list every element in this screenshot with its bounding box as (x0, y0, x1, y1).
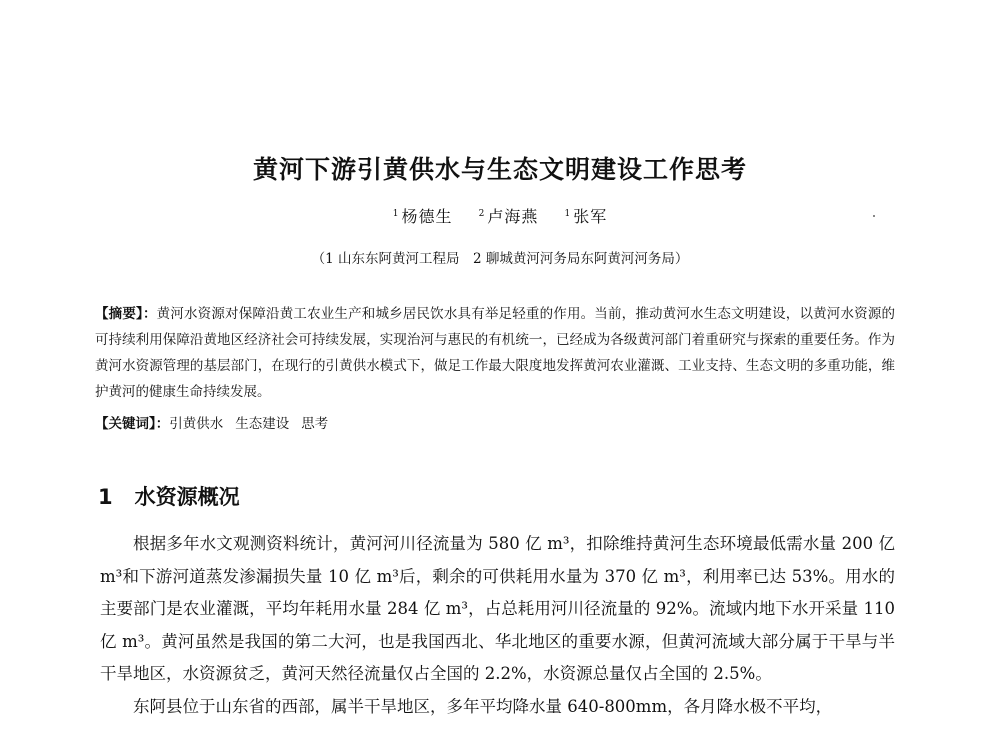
author-affiliation-mark: 1 (564, 208, 572, 219)
paragraph: 东阿县位于山东省的西部，属半干旱地区，多年平均降水量 640-800mm，各月降水极不平均， (133, 696, 833, 716)
author (393, 207, 453, 226)
abstract-text: 黄河水资源对保障沿黄工农业生产和城乡居民饮水具有举足轻重的作用。当前，推动黄河水生态文明建设，以黄河水资源的可持续利用保障沿黄地区经济社会可持续发展，实现治河与惠民的有机统一，已经成为各级黄河部门着重研究与探索的重要任务。作为黄河水资源管理的基层部门，在现行的引黄供水模式下，做足工作最大限度地发挥黄河农业灌溉、工业支持、生态文明的多重功能，维护黄河的健康生命持续发展。 (95, 306, 896, 400)
affiliation: （1 山东东阿黄河工程局 2 聊城黄河河务局东阿黄河河务局） (311, 251, 689, 267)
author-name: 杨德生 (401, 207, 453, 226)
keywords (95, 414, 895, 434)
keyword: 思考 (301, 416, 329, 432)
keyword: 生态建设 (235, 416, 290, 432)
author-name: 张军 (573, 207, 608, 226)
author (479, 207, 539, 226)
author-name: 卢海燕 (487, 207, 539, 226)
author (564, 207, 607, 226)
section-heading (98, 481, 240, 511)
author-affiliation-mark: 2 (478, 208, 486, 219)
author-affiliation-mark: 1 (392, 208, 400, 219)
scan-speck (873, 215, 875, 217)
section-title: 水资源概况 (134, 485, 240, 509)
author-list (0, 204, 1000, 227)
keywords-label: 【关键词】： (95, 416, 170, 432)
keyword: 引黄供水 (169, 416, 224, 432)
paragraph: 根据多年水文观测资料统计，黄河河川径流量为 580 亿 m³，扣除维持黄河生态环境最低需水量 200 亿 m³和下游河道蒸发渗漏损失量 10 亿 m³后，剩余的可供耗用水量为 370 亿 m³，利用率已达 53%。用水的主要部门是农业灌溉，平均年耗用水量 284 亿 m³，占总耗用河川径流量的 92%。流域内地下水开采量 110 亿 m³。黄河虽然是我国的第二大河，也是我国西北、华北地区的重要水源，但黄河流域大部分属于干旱与半干旱地区，水资源贫乏，黄河天然径流量仅占全国的 2.2%，水资源总量仅占全国的 2.5%。 (100, 534, 895, 684)
abstract-label: 【摘要】： (95, 306, 157, 322)
paper-title: 黄河下游引黄供水与生态文明建设工作思考 (252, 155, 747, 184)
section-number: 1 (98, 485, 113, 509)
abstract (95, 301, 895, 405)
body-text (100, 528, 895, 724)
